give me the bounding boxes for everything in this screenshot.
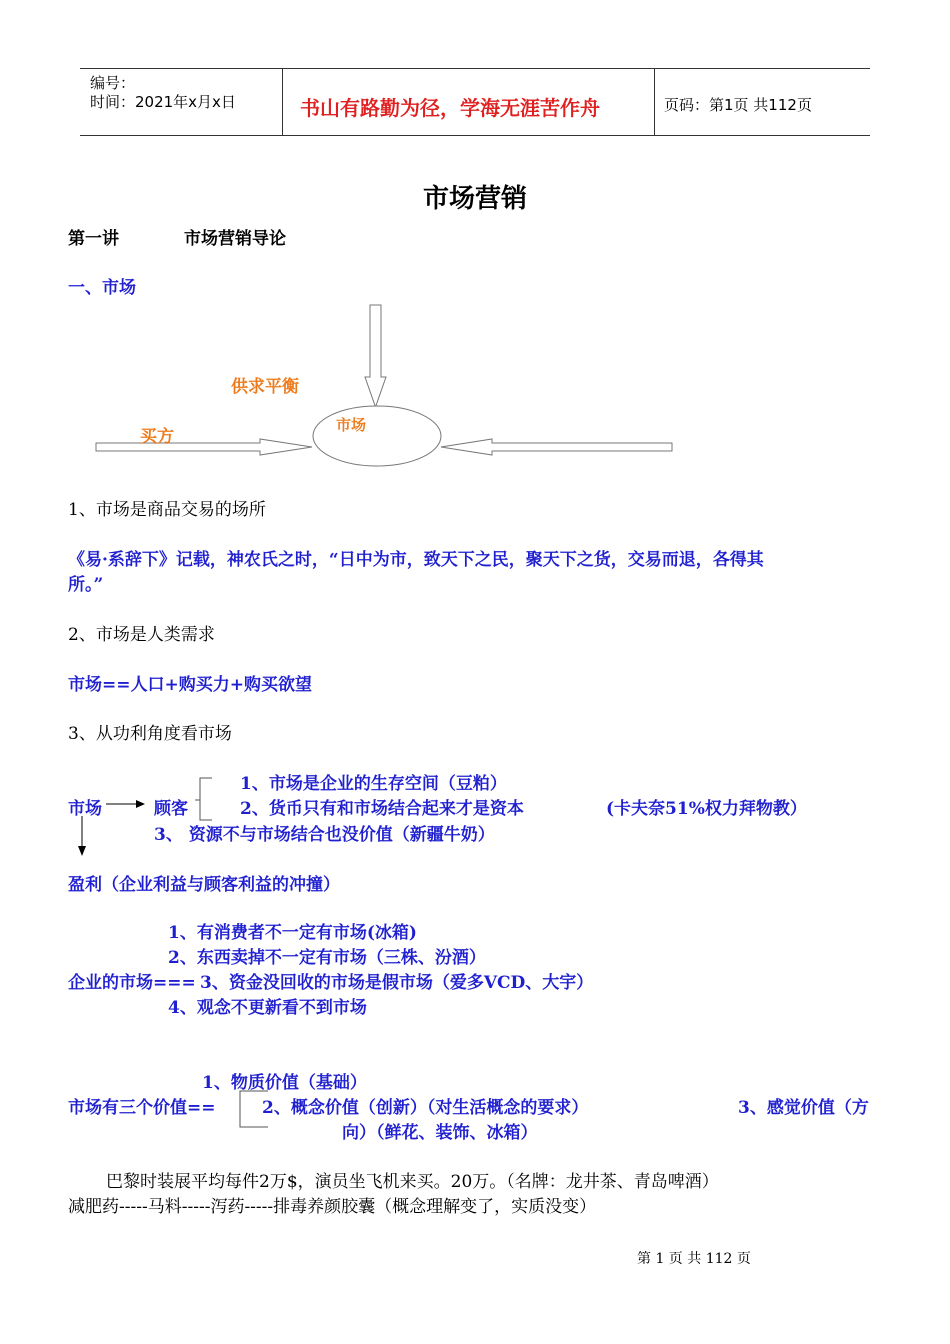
arrow-left-icon — [441, 439, 672, 455]
enterprise-item-4: 4、观念不更新看不到市场 — [168, 998, 367, 1018]
header-page-label: 页码：第1页 共112页 — [664, 96, 812, 114]
arrow-down-icon — [78, 816, 86, 856]
header-number-label: 编号： — [90, 74, 136, 92]
paragraph-paris-fashion: 巴黎时装展平均每件2万$，演员坐飞机来买。20万。（名牌：龙井茶、青岛啤酒） — [106, 1172, 719, 1192]
header-time-label: 时间：2021年x月x日 — [90, 93, 236, 111]
header-divider-right — [654, 68, 655, 135]
arrow-down-icon — [365, 305, 386, 407]
section-heading-market: 一、市场 — [68, 278, 136, 298]
quote-line-1: 《易·系辞下》记载，神农氏之时，“日中为市，致天下之民，聚天下之货，交易而退，各得其 — [68, 550, 764, 570]
header-motto: 书山有路勤为径，学海无涯苦作舟 — [300, 96, 600, 120]
page-footer: 第 1 页 共 112 页 — [637, 1251, 751, 1267]
values-item-3: 3、感觉价值（方 — [738, 1098, 869, 1118]
arrow-right-icon — [96, 439, 312, 455]
flow-profit: 盈利（企业利益与顾客利益的冲撞） — [68, 875, 340, 895]
flow-item-2: 2、货币只有和市场结合起来才是资本 — [240, 799, 524, 819]
enterprise-item-2: 2、东西卖掉不一定有市场（三株、汾酒） — [168, 948, 486, 968]
enterprise-label: 企业的市场=== — [68, 973, 196, 993]
lecture-number: 第一讲 — [68, 229, 119, 249]
market-ellipse — [313, 406, 441, 466]
paragraph-diet-pills: 减肥药-----马料-----泻药-----排毒养颜胶囊（概念理解变了，实质没变） — [68, 1197, 597, 1217]
diagram-label-buyer: 买方 — [140, 427, 174, 447]
lecture-title: 市场营销导论 — [184, 229, 286, 249]
flow-market: 市场 — [68, 799, 102, 819]
diagram-label-supply-demand: 供求平衡 — [231, 377, 299, 397]
market-diagram — [0, 295, 950, 480]
values-item-2: 2、概念价值（创新）（对生活概念的要求） — [262, 1098, 589, 1118]
flow-item-2-note: (卡夫奈51%权力拜物教） — [606, 799, 807, 819]
header-divider-left — [282, 68, 283, 135]
doc-title: 市场营销 — [422, 184, 527, 214]
flow-customer: 顾客 — [154, 799, 188, 819]
paragraph-utility-view: 3、从功利角度看市场 — [68, 724, 232, 744]
header-bottom-border — [80, 135, 870, 136]
paragraph-market-place: 1、市场是商品交易的场所 — [68, 500, 266, 520]
enterprise-item-1: 1、有消费者不一定有市场(冰箱) — [168, 923, 417, 943]
values-item-3-continued: 向）（鲜花、装饰、冰箱） — [342, 1123, 538, 1143]
flow-item-1: 1、市场是企业的生存空间（豆粕） — [240, 774, 507, 794]
bracket-icon — [195, 778, 212, 820]
header-top-border — [80, 68, 870, 69]
paragraph-human-needs: 2、市场是人类需求 — [68, 625, 215, 645]
market-formula: 市场==人口+购买力+购买欲望 — [68, 675, 312, 695]
diagram-label-market: 市场 — [336, 416, 367, 434]
arrow-right-icon — [106, 800, 145, 808]
enterprise-item-3: 3、资金没回收的市场是假市场（爱多VCD、大宇） — [200, 973, 594, 993]
values-item-1: 1、物质价值（基础） — [202, 1073, 367, 1093]
flow-item-3: 3、 资源不与市场结合也没价值（新疆牛奶） — [154, 825, 495, 845]
values-label: 市场有三个价值== — [68, 1098, 216, 1118]
quote-line-2: 所。” — [68, 575, 104, 595]
